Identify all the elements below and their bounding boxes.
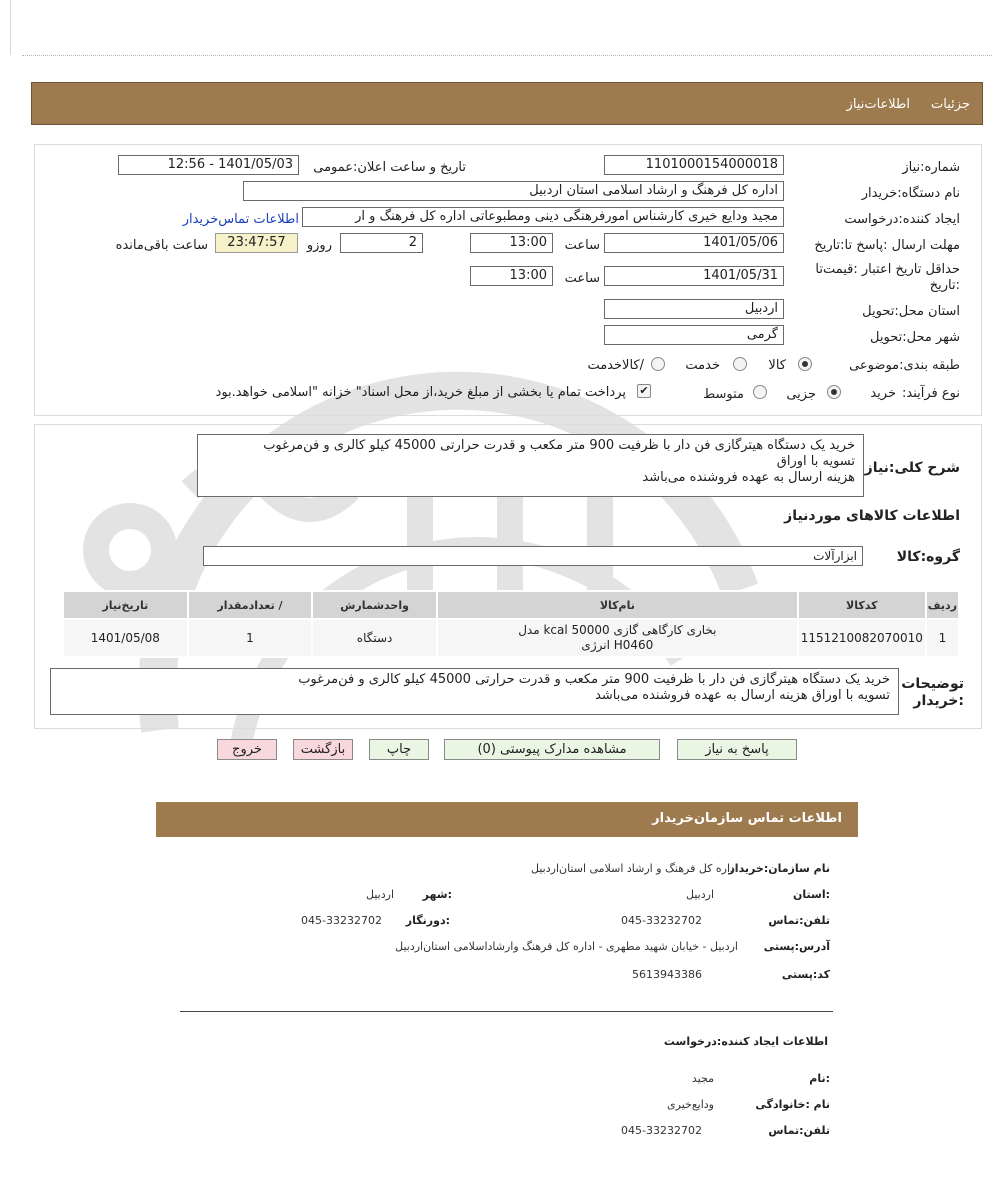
contact-org-label: نام سازمان:خریدار bbox=[728, 862, 830, 875]
treasury-checkbox[interactable]: ✔ bbox=[637, 384, 651, 398]
category-label: طبقه بندی:موضوعی bbox=[849, 358, 960, 373]
deadline-label: مهلت ارسال :پاسخ تا:تاریخ bbox=[814, 238, 960, 253]
buyer-notes-label-2: :خریدار bbox=[913, 693, 964, 709]
contact-address-label: آدرس:پستی bbox=[763, 940, 830, 953]
deadline-time-label: ساعت bbox=[564, 238, 600, 253]
cell-date: 1401/05/08 bbox=[63, 619, 188, 657]
reply-button[interactable]: پاسخ به نیاز bbox=[677, 739, 797, 760]
process-minor-label: جزیی bbox=[786, 387, 816, 402]
buyer-org-field[interactable]: اداره کل فرهنگ و ارشاد اسلامی استان اردبیل bbox=[243, 181, 784, 201]
cell-name-line-1: بخاری کارگاهی گازی 50000 kcal مدل bbox=[518, 623, 717, 637]
category-goods-label: کالا bbox=[768, 358, 786, 373]
contact-fax-value: 045-33232702 bbox=[301, 914, 382, 927]
category-service-radio[interactable] bbox=[733, 357, 747, 371]
cell-code: 1151210082070010 bbox=[798, 619, 926, 657]
validity-label: حداقل تاریخ اعتبار :قیمت‌تا bbox=[815, 262, 960, 277]
summary-line-2: تسویه با اوراق bbox=[776, 454, 855, 469]
buyer-notes-line-2: تسویه با اوراق هزینه ارسال به عهده فروشنده می‌باشد bbox=[595, 688, 890, 703]
category-both-radio[interactable] bbox=[651, 357, 665, 371]
goods-group-field[interactable]: ابزارآلات bbox=[203, 546, 863, 566]
buyer-org-label: نام دستگاه:خریدار bbox=[861, 186, 960, 201]
need-number-label: شماره:نیاز bbox=[902, 160, 960, 175]
goods-table bbox=[62, 590, 960, 658]
validity-time-label: ساعت bbox=[564, 271, 600, 286]
contact-city-value: اردبیل bbox=[366, 888, 394, 901]
goods-group-label: گروه:کالا bbox=[896, 549, 960, 565]
col-row: ردیف bbox=[926, 591, 959, 619]
creator-name-label: :نام bbox=[809, 1072, 830, 1085]
province-field[interactable]: اردبیل bbox=[604, 299, 784, 319]
col-unit: واحدشمارش bbox=[312, 591, 437, 619]
requester-field[interactable]: مجید ودایع خیری کارشناس امورفرهنگی دینی ومطبوعاتی اداره کل فرهنگ و ار bbox=[302, 207, 784, 227]
process-medium-radio[interactable] bbox=[753, 385, 767, 399]
creator-family-value: ودایع‌خیری bbox=[667, 1098, 714, 1111]
cell-row: 1 bbox=[926, 619, 959, 657]
process-medium-label: متوسط bbox=[703, 387, 744, 402]
category-goods-radio[interactable] bbox=[798, 357, 812, 371]
category-service-label: خدمت bbox=[685, 358, 720, 373]
process-label: نوع فرآیند: bbox=[902, 386, 960, 401]
days-field[interactable]: 2 bbox=[340, 233, 423, 253]
summary-text bbox=[197, 434, 864, 497]
announce-label: تاریخ و ساعت اعلان:عمومی bbox=[313, 160, 466, 175]
contact-postal-label: کد:پستی bbox=[781, 968, 830, 981]
need-number-field[interactable]: 1101000154000018 bbox=[604, 155, 784, 175]
cell-name-line-2: H0460 انرژی bbox=[581, 638, 654, 652]
buyer-contact-link[interactable]: اطلاعات تماس‌خریدار bbox=[182, 212, 299, 227]
validity-time-field[interactable]: 13:00 bbox=[470, 266, 553, 286]
buyer-notes-line-1: خرید یک دستگاه هیترگازی فن دار با ظرفیت 900 متر مکعب و قدرت حرارتی 45000 کیلو کالری و فن‌مرغوب bbox=[298, 672, 890, 687]
buyer-notes-label: توضیحات bbox=[901, 676, 964, 692]
city-field[interactable]: گرمی bbox=[604, 325, 784, 345]
deadline-time-field[interactable]: 13:00 bbox=[470, 233, 553, 253]
contact-phone-value: 045-33232702 bbox=[621, 914, 702, 927]
days-label: روزو bbox=[306, 238, 332, 253]
back-button[interactable]: بازگشت bbox=[293, 739, 353, 760]
creator-name-value: مجید bbox=[691, 1072, 714, 1085]
creator-phone-value: 045-33232702 bbox=[621, 1124, 702, 1137]
validity-label-2: :تاریخ bbox=[929, 278, 960, 293]
summary-line-1: خرید یک دستگاه هیترگازی فن دار با ظرفیت 900 متر مکعب و قدرت حرارتی 45000 کیلو کالری و فن‌مرغوب bbox=[263, 438, 855, 453]
contact-postal-value: 5613943386 bbox=[632, 968, 702, 981]
process-minor-radio[interactable] bbox=[827, 385, 841, 399]
table-row bbox=[63, 619, 959, 657]
process-buy-label: خرید bbox=[870, 386, 896, 401]
validity-date-field[interactable]: 1401/05/31 bbox=[604, 266, 784, 286]
contact-phone-label: تلفن:تماس bbox=[768, 914, 830, 927]
province-label: استان محل:تحویل bbox=[862, 304, 960, 319]
view-attachments-button[interactable]: مشاهده مدارک پیوستی (0) bbox=[444, 739, 660, 760]
buyer-notes-text bbox=[50, 668, 899, 715]
contact-header bbox=[156, 802, 858, 837]
creator-phone-label: تلفن:تماس bbox=[768, 1124, 830, 1137]
tab-need-info[interactable]: اطلاعات‌نیاز bbox=[846, 97, 910, 112]
contact-org-value: اداره کل فرهنگ و ارشاد اسلامی استان‌اردبیل bbox=[531, 862, 738, 875]
city-label: شهر محل:تحویل bbox=[870, 330, 960, 345]
cell-name bbox=[437, 619, 798, 657]
cell-qty: 1 bbox=[188, 619, 313, 657]
contact-province-value: اردبیل bbox=[686, 888, 714, 901]
page-header bbox=[31, 82, 983, 125]
treasury-note: پرداخت تمام یا بخشی از مبلغ خرید،از محل اسناد" خزانه "اسلامی خواهد.بود bbox=[215, 385, 626, 400]
dotted-separator bbox=[22, 55, 992, 56]
cell-unit: دستگاه bbox=[312, 619, 437, 657]
section-divider bbox=[180, 1011, 833, 1012]
summary-label: شرح کلی:نیاز bbox=[864, 460, 960, 476]
print-button[interactable]: چاپ bbox=[369, 739, 429, 760]
contact-address-value: اردبیل - خیابان شهید مطهری - اداره کل فرهنگ وارشاداسلامی استان‌اردبیل bbox=[395, 940, 738, 953]
category-both-label: /کالاخدمت bbox=[587, 358, 644, 373]
exit-button[interactable]: خروج bbox=[217, 739, 277, 760]
requester-label: ایجاد کننده:درخواست bbox=[844, 212, 960, 227]
goods-info-title: اطلاعات کالاهای مورد‌نیاز bbox=[784, 508, 960, 524]
announce-datetime-field[interactable]: 1401/05/03 - 12:56 bbox=[118, 155, 299, 175]
contact-fax-label: :دورنگار bbox=[405, 914, 450, 927]
summary-line-3: هزینه ارسال به عهده فروشنده می‌باشد bbox=[642, 470, 855, 485]
creator-title: اطلاعات ایجاد کننده:درخواست bbox=[663, 1035, 828, 1048]
contact-province-label: :استان bbox=[793, 888, 830, 901]
col-qty: / تعدادمقدار bbox=[188, 591, 313, 619]
col-code: کدکالا bbox=[798, 591, 926, 619]
contact-city-label: :شهر bbox=[422, 888, 452, 901]
top-left-border bbox=[10, 0, 11, 55]
contact-title: اطلاعات تماس سازمان‌خریدار bbox=[652, 811, 842, 826]
creator-family-label: نام :خانوادگی bbox=[755, 1098, 830, 1111]
col-date: تاریخ‌نیاز bbox=[63, 591, 188, 619]
remaining-timer: 23:47:57 bbox=[215, 233, 298, 253]
remaining-label: ساعت باقی‌مانده bbox=[115, 238, 208, 253]
col-name: نام‌کالا bbox=[437, 591, 798, 619]
tab-details[interactable]: جزئیات bbox=[931, 97, 970, 112]
deadline-date-field[interactable]: 1401/05/06 bbox=[604, 233, 784, 253]
